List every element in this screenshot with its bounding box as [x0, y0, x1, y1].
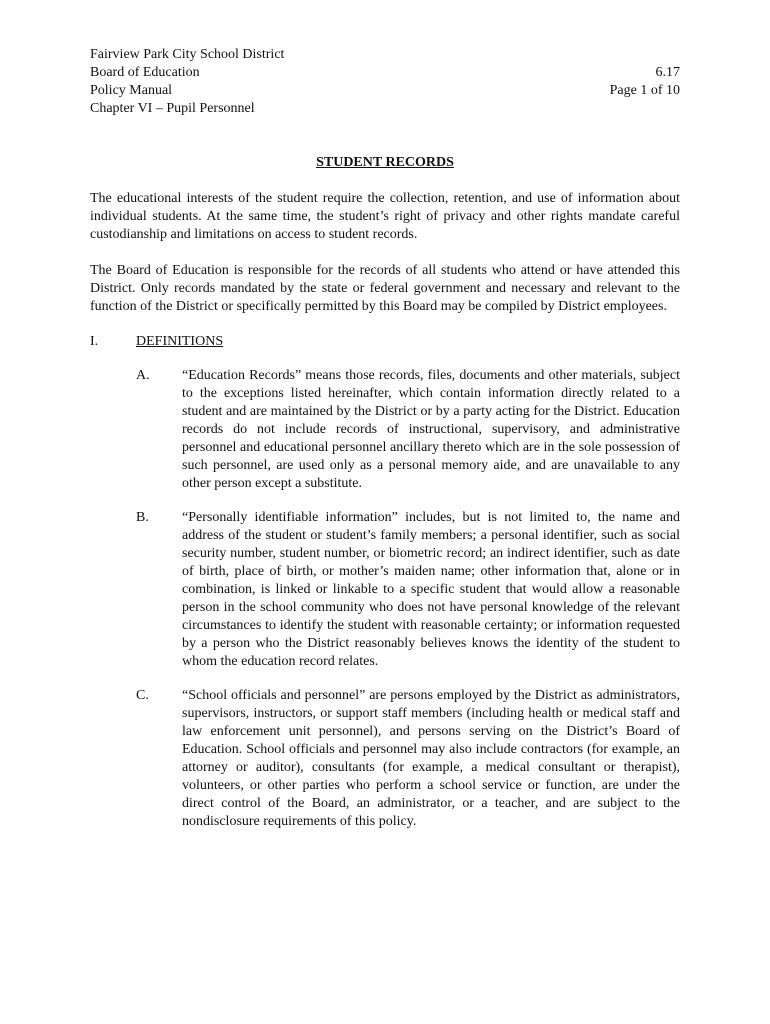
intro-paragraph: The educational interests of the student require the collection, retention, and use of information about individual students. At the same time, the student’s right of privacy and other rights mandate careful custodianship and limitations on access to student records. [90, 191, 680, 242]
definition-item [90, 509, 680, 671]
document-page [90, 46, 680, 831]
district-name: Fairview Park City School District [90, 47, 285, 62]
section-number: I. [90, 334, 99, 349]
responsibility-paragraph: The Board of Education is responsible for the records of all students who attend or have attended this District. Only records mandated by the state or federal government and necessary and relevant to the function of the District or specifically permitted by this Board may be compiled by District employees. [90, 263, 680, 314]
definition-item [90, 367, 680, 493]
document-title: STUDENT RECORDS [316, 155, 454, 170]
board-name: Board of Education [90, 65, 200, 80]
policy-number: 6.17 [655, 65, 680, 80]
manual-name: Policy Manual [90, 83, 173, 98]
definition-text: “Personally identifiable information” includes, but is not limited to, the name and address of the student or student’s family members; a personal identifier, such as social security number, student number, or biometric record; an indirect identifier, such as date of birth, place of birth, or mother’s maiden name; other information that, alone or in combination, is linked or linkable to a specific student that would allow a reasonable person in the school community who does not have personal knowledge of the relevant circumstances to identify the student with reasonable certainty; or information requested by a person who the District reasonably believes knows the identity of the student to whom the education record relates. [182, 510, 680, 669]
header-right-block [610, 64, 680, 100]
section-title: DEFINITIONS [136, 334, 224, 349]
page-indicator: Page 1 of 10 [609, 83, 680, 98]
definition-item [90, 687, 680, 831]
definition-text: “School officials and personnel” are persons employed by the District as administrators, supervisors, instructors, or support staff members (including health or medical staff and law enforcement unit personnel), and persons serving on the District’s Board of Education. School officials and personnel may also include contractors (for example, an attorney or auditor), consultants (for example, a medical consultant or therapist), volunteers, or other parties who perform a school service or function, are under the direct control of the Board, an administrator, or a teacher, and are subject to the nondisclosure requirements of this policy. [182, 688, 680, 829]
header-left-block [90, 46, 284, 118]
definition-letter: A. [136, 368, 150, 383]
section-heading [90, 333, 680, 351]
definition-letter: C. [136, 688, 149, 703]
chapter-name: Chapter VI – Pupil Personnel [90, 101, 255, 116]
definition-text: “Education Records” means those records, files, documents and other materials, subject to the exceptions listed hereinafter, which contain information directly related to a student and are maintained by the District or by a party acting for the District. Education records do not include records of instructional, supervisory, and administrative personnel and educational personnel ancillary thereto which are in the sole possession of such personnel, are used only as a personal memory aide, and are unavailable to any other person except a substitute. [182, 368, 680, 491]
document-header [90, 46, 680, 118]
definition-letter: B. [136, 510, 149, 525]
